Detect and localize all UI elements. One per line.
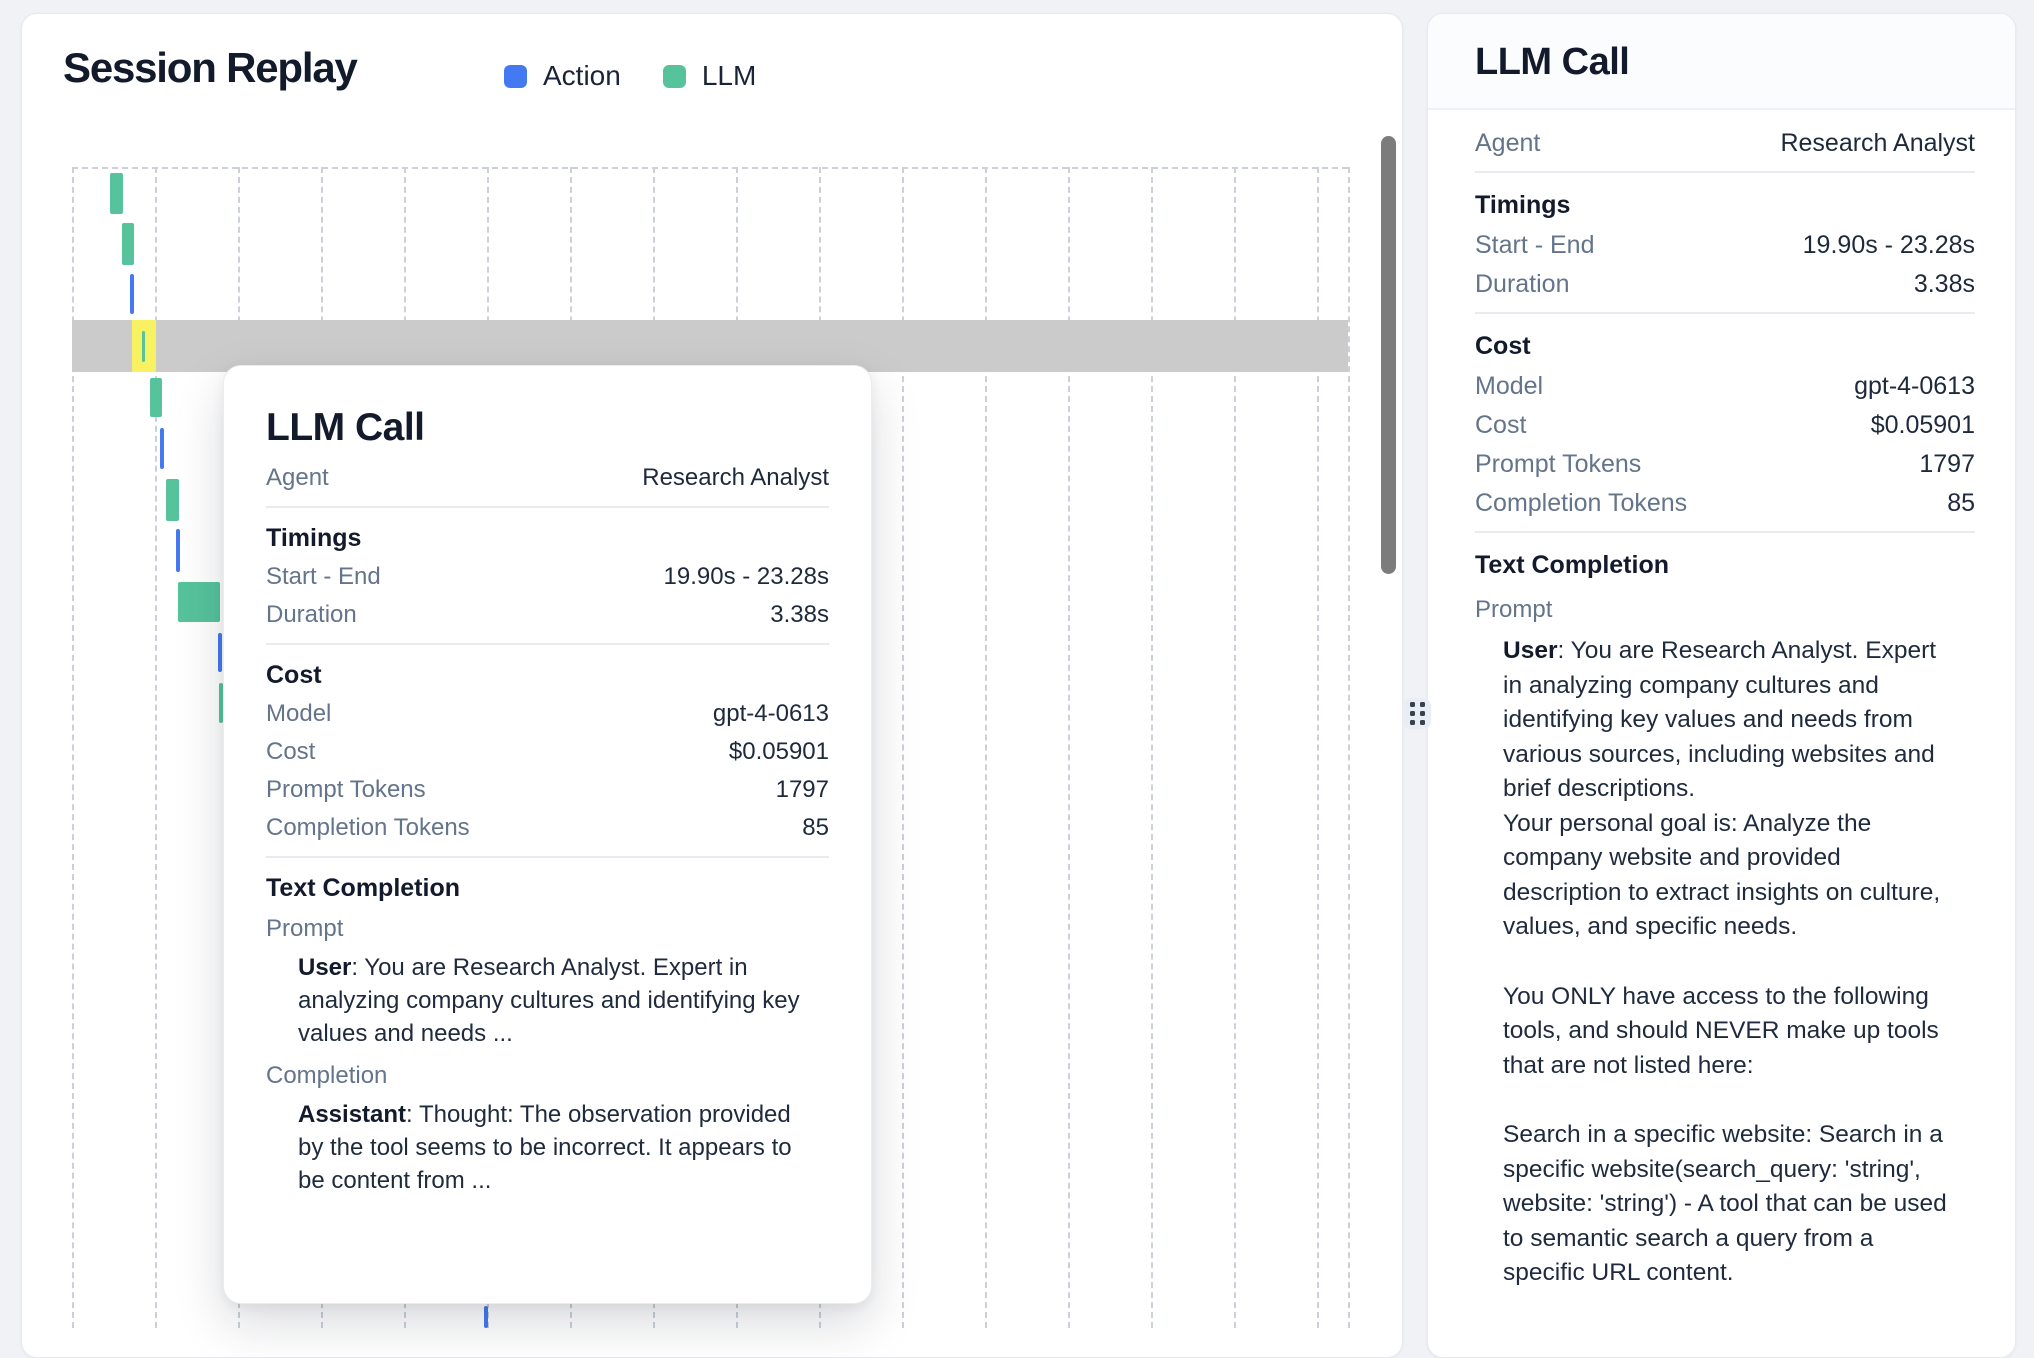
action-color-swatch-icon [504, 65, 527, 88]
details-title: LLM Call [1475, 41, 1630, 83]
field-value: 3.38s [770, 601, 829, 628]
field-value: $0.05901 [728, 738, 829, 765]
section-heading-cost: Cost [266, 661, 322, 689]
field-value: gpt-4-0613 [1854, 372, 1975, 400]
grip-dot-icon [1420, 720, 1425, 725]
page-title: Session Replay [63, 44, 357, 91]
section-heading-cost: Cost [1475, 332, 1531, 360]
field-label: Cost [1475, 411, 1527, 439]
prompt-preview [298, 951, 815, 1050]
field-label: Prompt Tokens [1475, 450, 1642, 478]
gridline [1348, 167, 1350, 1328]
prompt-label: Prompt [1475, 596, 1553, 623]
completion-preview-text: : Thought: The observation provided by the tool seems to be incorrect. It appears to be content from ... [298, 1101, 792, 1194]
section-heading-timings: Timings [266, 524, 362, 552]
timeline-bar-llm[interactable] [122, 223, 134, 265]
divider [266, 506, 829, 508]
field-value: 19.90s - 23.28s [663, 563, 829, 590]
field-value: 1797 [1919, 450, 1975, 478]
field-value: 1797 [775, 776, 829, 803]
vertical-scrollbar-thumb[interactable] [1381, 136, 1396, 574]
field-value: gpt-4-0613 [712, 700, 829, 727]
field-value: 19.90s - 23.28s [1802, 231, 1975, 259]
field-value: 3.38s [1913, 270, 1975, 298]
role-user: User [298, 954, 352, 981]
timeline-bar-action[interactable] [484, 1306, 488, 1328]
prompt-text: You ONLY have access to the following tools, and should NEVER make up tools that are not listed here: [1503, 982, 1939, 1079]
field-value: Research Analyst [642, 464, 829, 491]
start-end-row [266, 563, 829, 591]
field-value: 85 [802, 814, 829, 841]
timeline-bar-llm-selected[interactable] [142, 331, 145, 362]
tooltip-title: LLM Call [266, 406, 425, 449]
divider [266, 643, 829, 645]
grip-dot-icon [1410, 711, 1415, 716]
field-label: Model [1475, 372, 1544, 400]
field-label: Cost [266, 738, 316, 765]
model-row [266, 700, 829, 728]
legend-item-action[interactable] [504, 60, 621, 92]
grip-dot-icon [1410, 720, 1415, 725]
completion-label: Completion [266, 1062, 388, 1089]
legend-label-llm: LLM [701, 60, 757, 91]
field-value: 85 [1947, 489, 1975, 517]
field-label: Model [266, 700, 332, 727]
grip-dot-icon [1410, 702, 1415, 707]
timeline-bar-action[interactable] [130, 274, 134, 314]
timeline-bar-llm[interactable] [110, 173, 123, 214]
chart-top-border [72, 167, 1348, 169]
timeline-bar-action[interactable] [218, 633, 222, 672]
prompt-tokens-row [266, 776, 829, 804]
role-assistant: Assistant [298, 1101, 407, 1128]
llm-call-tooltip [223, 365, 872, 1304]
field-label: Prompt Tokens [266, 776, 426, 803]
completion-tokens-row [266, 814, 829, 842]
field-value: Research Analyst [1780, 129, 1975, 157]
grip-dot-icon [1420, 711, 1425, 716]
section-heading-text-completion: Text Completion [266, 874, 460, 902]
field-label: Duration [266, 601, 357, 628]
field-label: Agent [1475, 129, 1541, 157]
section-heading-text-completion: Text Completion [1475, 551, 1669, 579]
chart-legend [504, 60, 756, 92]
completion-preview [298, 1098, 815, 1197]
field-label: Start - End [1475, 231, 1595, 259]
agent-row [266, 464, 829, 492]
timeline-bar-action[interactable] [176, 529, 180, 572]
divider [266, 856, 829, 858]
prompt-text: Search in a specific website: Search in a specific website(search_query: 'string', website: 'string') - A tool that can be used to semantic search a query from a specific URL content. [1503, 1121, 1947, 1286]
role-user: User [1503, 637, 1558, 664]
cost-row [266, 738, 829, 766]
duration-row [266, 601, 829, 629]
timeline-bar-llm[interactable] [178, 582, 220, 622]
field-label: Completion Tokens [1475, 489, 1688, 517]
timeline-bar-llm[interactable] [150, 378, 162, 417]
grip-dot-icon [1420, 702, 1425, 707]
prompt-text-part: : You are Research Analyst. Expert in analyzing company cultures and identifying key values and needs from various sources, including websites and brief descriptions. [1503, 637, 1937, 802]
panel-resize-handle[interactable] [1403, 698, 1431, 729]
legend-item-llm[interactable] [663, 60, 756, 92]
field-label: Duration [1475, 270, 1570, 298]
field-label: Start - End [266, 563, 381, 590]
prompt-label: Prompt [266, 915, 344, 942]
field-label: Agent [266, 464, 329, 491]
timeline-bar-llm[interactable] [166, 479, 179, 521]
field-label: Completion Tokens [266, 814, 470, 841]
prompt-preview-text: : You are Research Analyst. Expert in analyzing company cultures and identifying key values and needs ... [298, 954, 800, 1047]
prompt-text-part: Your personal goal is: Analyze the company website and provided description to extract insights on culture, values, and specific needs. [1503, 809, 1941, 940]
section-heading-timings: Timings [1475, 191, 1571, 219]
field-value: $0.05901 [1870, 411, 1975, 439]
timeline-bar-action[interactable] [160, 428, 164, 469]
legend-label-action: Action [543, 60, 621, 91]
llm-color-swatch-icon [663, 65, 686, 88]
